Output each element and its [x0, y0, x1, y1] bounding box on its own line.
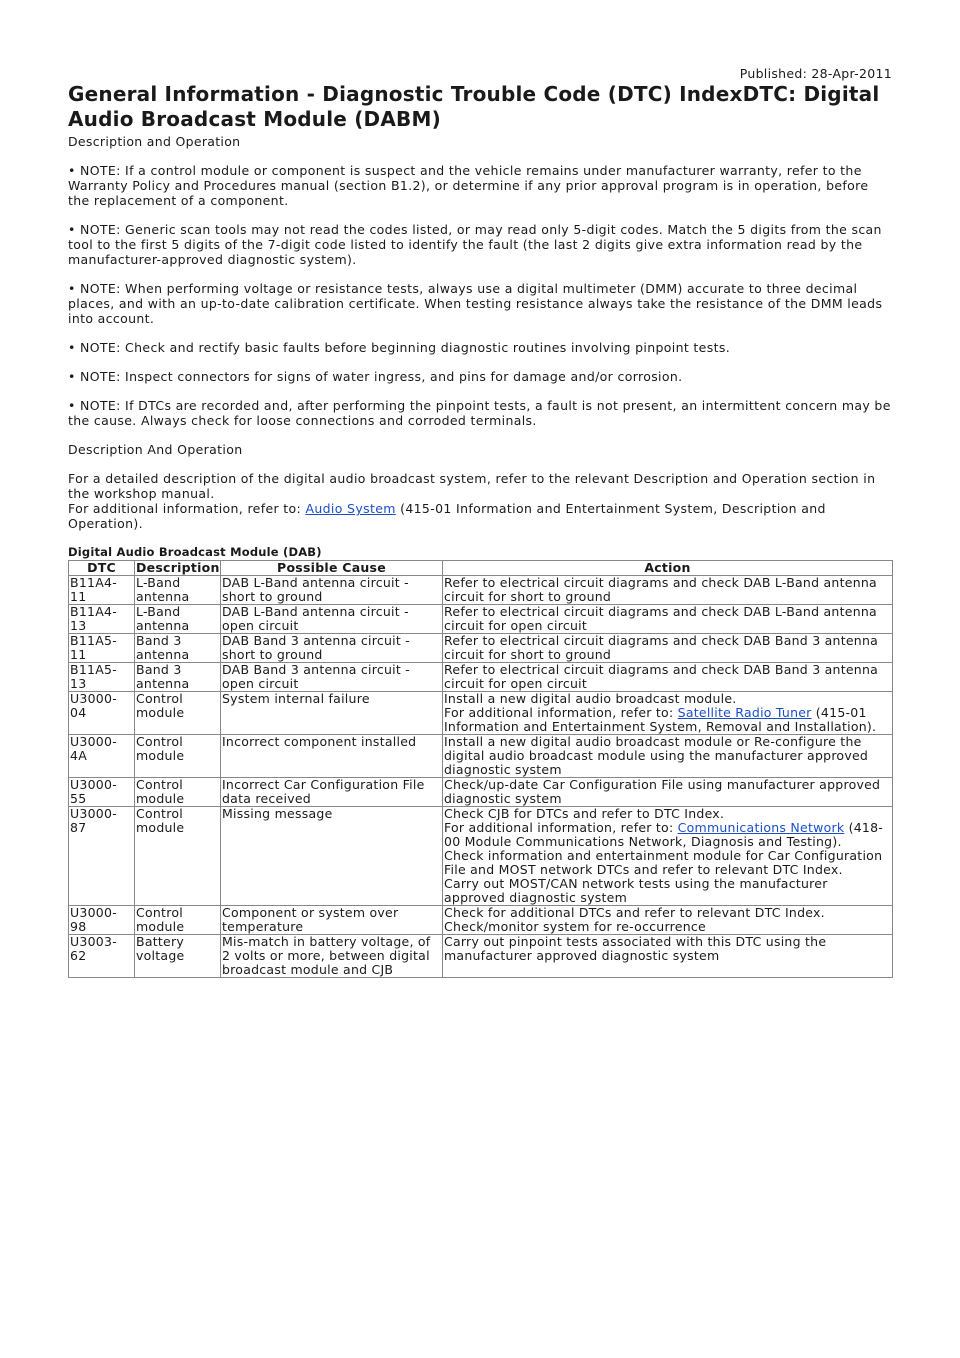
published-date: Published: 28-Apr-2011: [739, 66, 892, 81]
table-header-row: [69, 561, 893, 576]
dtc-code: B11A4-11: [69, 576, 135, 605]
action-ref-suffix: (415-01 Information and Entertainment System, Removal and Installation).: [444, 705, 877, 734]
table-row: [69, 735, 893, 778]
dtc-description: Control module: [135, 906, 221, 935]
dtc-code: U3000-55: [69, 778, 135, 807]
dtc-action: Refer to electrical circuit diagrams and check DAB L-Band antenna circuit for short to ground: [443, 576, 893, 605]
dtc-cause: System internal failure: [221, 692, 443, 735]
action-ref-suffix: (418-00 Module Communications Network, Diagnosis and Testing).: [444, 820, 884, 849]
dtc-description: L-Band antenna: [135, 605, 221, 634]
dtc-cause: Incorrect Car Configuration File data received: [221, 778, 443, 807]
dtc-cause: DAB Band 3 antenna circuit - open circuit: [221, 663, 443, 692]
note-multimeter: • NOTE: When performing voltage or resistance tests, always use a digital multimeter (DMM) accurate to three decimal places, and with an up-to-date calibration certificate. When testing resistance always take the resistance of the DMM leads into account.: [68, 281, 883, 326]
document-page: [68, 66, 892, 978]
table-row: [69, 906, 893, 935]
note-intermittent: • NOTE: If DTCs are recorded and, after performing the pinpoint tests, a fault is not present, an intermittent concern may be the cause. Always check for loose connections and corroded terminals.: [68, 398, 891, 428]
action-ref-text: For additional information, refer to:: [444, 705, 678, 720]
table-row: [69, 778, 893, 807]
column-header-cause: Possible Cause: [221, 561, 443, 576]
dtc-action: Refer to electrical circuit diagrams and check DAB L-Band antenna circuit for open circuit: [443, 605, 893, 634]
action-extra-text: Check information and entertainment module for Car Configuration File and MOST network DTCs and refer to relevant DTC Index.: [444, 848, 883, 877]
dtc-action: [443, 807, 893, 906]
note-connectors: • NOTE: Inspect connectors for signs of water ingress, and pins for damage and/or corrosion.: [68, 369, 683, 384]
table-row: [69, 692, 893, 735]
dtc-code: U3000-98: [69, 906, 135, 935]
dtc-action: Refer to electrical circuit diagrams and check DAB Band 3 antenna circuit for open circuit: [443, 663, 893, 692]
satellite-radio-tuner-link[interactable]: Satellite Radio Tuner: [677, 705, 812, 720]
action-text: Check CJB for DTCs and refer to DTC Index.: [444, 806, 725, 821]
dtc-cause: Missing message: [221, 807, 443, 906]
dtc-action: [443, 906, 893, 935]
column-header-dtc: DTC: [69, 561, 135, 576]
dtc-description: L-Band antenna: [135, 576, 221, 605]
dtc-action: [443, 692, 893, 735]
dtc-description: Control module: [135, 735, 221, 778]
column-header-description: Description: [136, 560, 220, 575]
audio-system-link[interactable]: Audio System: [305, 501, 396, 516]
table-row: [69, 663, 893, 692]
page-title: General Information - Diagnostic Trouble Code (DTC) IndexDTC: Digital Audio Broadcast Module (DABM): [68, 82, 880, 131]
dtc-table: [68, 560, 893, 978]
table-title: Digital Audio Broadcast Module (DAB): [68, 545, 322, 559]
dtc-code: U3000-4A: [69, 735, 135, 778]
action-extra-text: Carry out MOST/CAN network tests using the manufacturer approved diagnostic system: [444, 876, 828, 905]
dtc-cause: Component or system over temperature: [221, 906, 443, 935]
note-basic-faults: • NOTE: Check and rectify basic faults before beginning diagnostic routines involving pinpoint tests.: [68, 340, 731, 355]
dtc-code: B11A5-11: [69, 634, 135, 663]
dtc-description: Band 3 antenna: [135, 663, 221, 692]
dtc-cause: Incorrect component installed: [221, 735, 443, 778]
description-ref-suffix: (415-01 Information and Entertainment System, Description and Operation).: [68, 501, 826, 531]
dtc-code: B11A5-13: [69, 663, 135, 692]
dtc-description: Control module: [135, 807, 221, 906]
description-text: For a detailed description of the digital audio broadcast system, refer to the relevant Description and Operation section in the workshop manual.: [68, 471, 876, 501]
column-header-action: Action: [443, 561, 893, 576]
dtc-cause: DAB L-Band antenna circuit - short to ground: [221, 576, 443, 605]
action-ref-text: For additional information, refer to:: [444, 820, 678, 835]
note-scan-tools: • NOTE: Generic scan tools may not read the codes listed, or may read only 5-digit codes. Match the 5 digits from the scan tool to the first 5 digits of the 7-digit code listed to identify the fault (the last 2 digits give extra information read by the manufacturer-approved diagnostic system).: [68, 222, 882, 267]
dtc-code: B11A4-13: [69, 605, 135, 634]
dtc-cause: DAB Band 3 antenna circuit - short to ground: [221, 634, 443, 663]
dtc-cause: Mis-match in battery voltage, of 2 volts or more, between digital broadcast module and CJB: [221, 935, 443, 978]
table-row: [69, 807, 893, 906]
page-subtitle: Description and Operation: [68, 134, 241, 149]
note-warranty: • NOTE: If a control module or component is suspect and the vehicle remains under manufacturer warranty, refer to the Warranty Policy and Procedures manual (section B1.2), or determine if any prior approval program is in operation, before the replacement of a component.: [68, 163, 869, 208]
dtc-action: Check/up-date Car Configuration File using manufacturer approved diagnostic system: [443, 778, 893, 807]
dtc-cause: DAB L-Band antenna circuit - open circuit: [221, 605, 443, 634]
dtc-action: Carry out pinpoint tests associated with this DTC using the manufacturer approved diagnostic system: [443, 935, 893, 978]
dtc-description: Control module: [135, 692, 221, 735]
table-row: [69, 605, 893, 634]
dtc-action: Install a new digital audio broadcast module or Re-configure the digital audio broadcast module using the manufacturer approved diagnostic system: [443, 735, 893, 778]
action-text: Check for additional DTCs and refer to relevant DTC Index.: [444, 905, 825, 920]
dtc-description: Control module: [135, 778, 221, 807]
action-text: Install a new digital audio broadcast module.: [444, 691, 737, 706]
dtc-code: U3000-04: [69, 692, 135, 735]
table-row: [69, 935, 893, 978]
dtc-description: Band 3 antenna: [135, 634, 221, 663]
action-extra-text: Check/monitor system for re-occurrence: [444, 919, 706, 934]
dtc-description: Battery voltage: [135, 935, 221, 978]
dtc-code: U3003-62: [69, 935, 135, 978]
description-ref-text: For additional information, refer to:: [68, 501, 306, 516]
table-row: [69, 576, 893, 605]
section-heading: Description And Operation: [68, 442, 243, 457]
communications-network-link[interactable]: Communications Network: [677, 820, 845, 835]
dtc-code: U3000-87: [69, 807, 135, 906]
table-row: [69, 634, 893, 663]
dtc-action: Refer to electrical circuit diagrams and check DAB Band 3 antenna circuit for short to ground: [443, 634, 893, 663]
description-paragraph: [68, 471, 892, 531]
